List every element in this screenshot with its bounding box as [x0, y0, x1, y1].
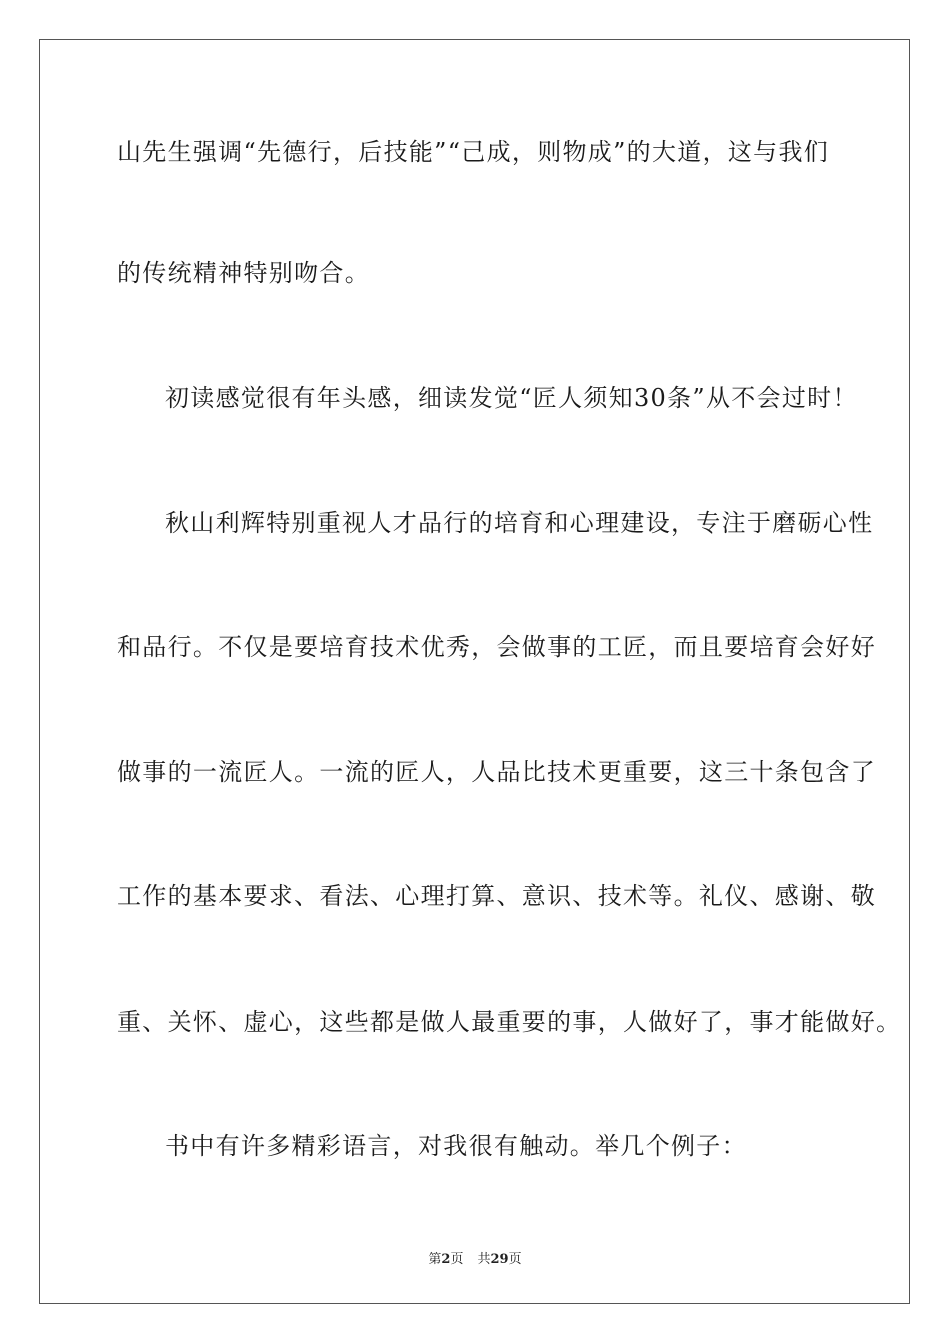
page-border: [39, 39, 910, 1304]
paragraph-line-1: 山先生强调“先德行，后技能”“己成，则物成”的大道，这与我们: [117, 138, 830, 166]
total-pages: 29: [490, 1252, 509, 1267]
page-footer: [0, 1248, 950, 1267]
paragraph-line-3: 初读感觉很有年头感，细读发觉“匠人须知30条”从不会过时！: [165, 384, 858, 412]
page-number: 2: [441, 1252, 451, 1267]
page-prefix: 第: [428, 1252, 442, 1267]
page-suffix: 页: [450, 1252, 464, 1267]
paragraph-line-4: 秋山利辉特别重视人才品行的培育和心理建设，专注于磨砺心性: [165, 509, 874, 537]
total-suffix: 页: [508, 1252, 522, 1267]
paragraph-line-6: 做事的一流匠人。一流的匠人，人品比技术更重要，这三十条包含了: [117, 758, 876, 786]
paragraph-line-2: 的传统精神特别吻合。: [117, 259, 370, 287]
paragraph-line-7: 工作的基本要求、看法、心理打算、意识、技术等。礼仪、感谢、敬: [117, 882, 876, 910]
paragraph-line-9: 书中有许多精彩语言，对我很有触动。举几个例子：: [165, 1132, 747, 1160]
total-prefix: 共: [477, 1252, 491, 1267]
paragraph-line-8: 重、关怀、虚心，这些都是做人最重要的事，人做好了，事才能做好。: [117, 1008, 902, 1036]
paragraph-line-5: 和品行。不仅是要培育技术优秀，会做事的工匠，而且要培育会好好: [117, 633, 876, 661]
